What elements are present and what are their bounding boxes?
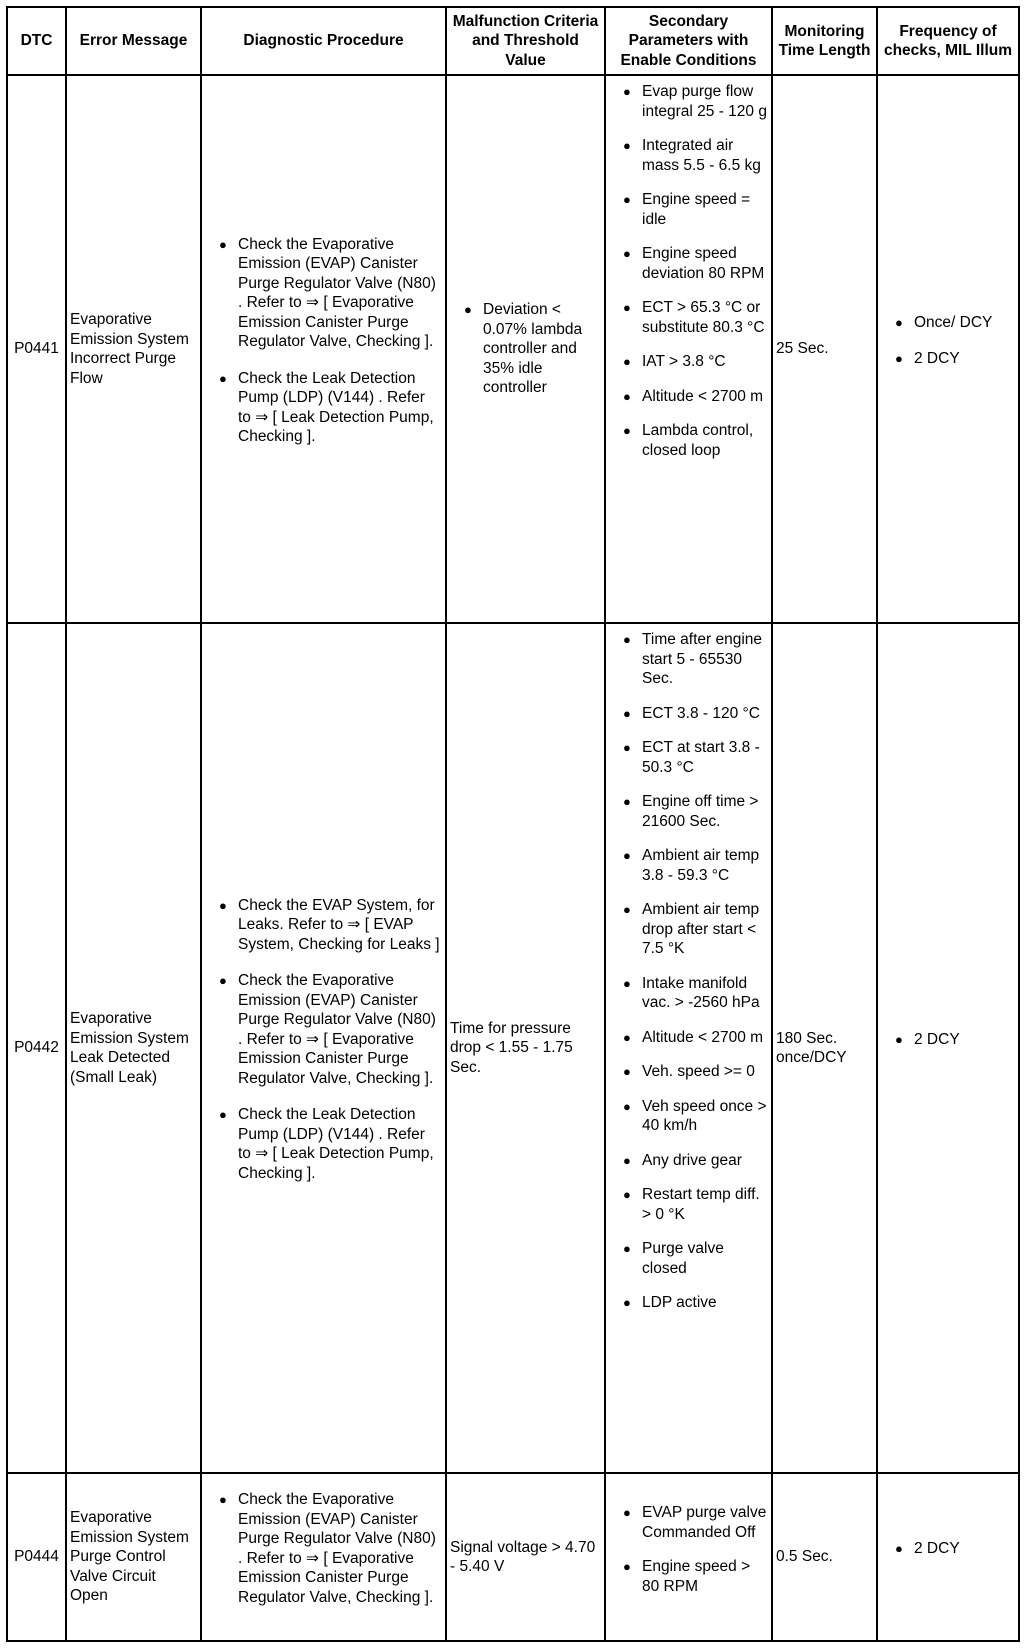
criteria-item: ● Deviation < 0.07% lambda controller and 35% idle controller [462,300,601,398]
parameter-item: ● ECT at start 3.8 - 50.3 °C [621,738,768,777]
frequency [877,75,1019,623]
frequency-item: ● 2 DCY [893,1030,1015,1050]
procedure-item: ● Check the Leak Detection Pump (LDP) (V144) . Refer to ⇒ [ Leak Detection Pump, Checking ]. [217,369,442,447]
diagnostic-procedure [201,75,446,623]
table-row [7,1473,1019,1641]
header-error-message: Error Message [66,7,201,75]
parameter-item: ● Altitude < 2700 m [621,1028,768,1048]
frequency [877,1473,1019,1641]
procedure-item: ● Check the Leak Detection Pump (LDP) (V144) . Refer to ⇒ [ Leak Detection Pump, Checking ]. [217,1105,442,1183]
malfunction-criteria: Time for pressure drop < 1.55 - 1.75 Sec. [446,623,605,1473]
header-row [7,7,1019,75]
header-secondary-parameters: Secondary Parameters with Enable Conditions [605,7,772,75]
frequency-item: ● Once/ DCY [893,313,1015,333]
error-message: Evaporative Emission System Leak Detected (Small Leak) [66,623,201,1473]
parameter-item: ● Engine off time > 21600 Sec. [621,792,768,831]
dtc-code: P0442 [7,623,66,1473]
secondary-parameters [605,75,772,623]
procedure-item: ● Check the EVAP System, for Leaks. Refer to ⇒ [ EVAP System, Checking for Leaks ] [217,896,442,955]
parameter-item: ● Any drive gear [621,1151,768,1171]
procedure-item: ● Check the Evaporative Emission (EVAP) Canister Purge Regulator Valve (N80) . Refer to ⇒ [ Evaporative Emission Canister Purge Regulator Valve, Checking ]. [217,235,442,352]
dtc-code: P0441 [7,75,66,623]
parameter-item: ● Veh speed once > 40 km/h [621,1097,768,1136]
parameter-item: ● Intake manifold vac. > -2560 hPa [621,974,768,1013]
error-message: Evaporative Emission System Incorrect Purge Flow [66,75,201,623]
table-row [7,75,1019,623]
dtc-table [6,6,1020,1642]
parameter-item: ● Veh. speed >= 0 [621,1062,768,1082]
malfunction-criteria [446,75,605,623]
parameter-item: ● Engine speed > 80 RPM [621,1557,768,1596]
secondary-parameters [605,623,772,1473]
frequency-item: ● 2 DCY [893,349,1015,369]
parameter-item: ● ECT 3.8 - 120 °C [621,704,768,724]
parameter-item: ● EVAP purge valve Commanded Off [621,1503,768,1542]
parameter-item: ● Altitude < 2700 m [621,387,768,407]
parameter-item: ● Engine speed = idle [621,190,768,229]
parameter-item: ● ECT > 65.3 °C or substitute 80.3 °C [621,298,768,337]
monitoring-time: 25 Sec. [772,75,877,623]
parameter-item: ● IAT > 3.8 °C [621,352,768,372]
malfunction-criteria: Signal voltage > 4.70 - 5.40 V [446,1473,605,1641]
diagnostic-procedure [201,623,446,1473]
header-malfunction-criteria: Malfunction Criteria and Threshold Value [446,7,605,75]
parameter-item: ● Purge valve closed [621,1239,768,1278]
monitoring-time: 0.5 Sec. [772,1473,877,1641]
error-message: Evaporative Emission System Purge Control Valve Circuit Open [66,1473,201,1641]
parameter-item: ● Integrated air mass 5.5 - 6.5 kg [621,136,768,175]
header-frequency: Frequency of checks, MIL Illum [877,7,1019,75]
parameter-item: ● Restart temp diff. > 0 °K [621,1185,768,1224]
parameter-item: ● Lambda control, closed loop [621,421,768,460]
dtc-code: P0444 [7,1473,66,1641]
parameter-item: ● Engine speed deviation 80 RPM [621,244,768,283]
parameter-item: ● Ambient air temp drop after start < 7.5 °K [621,900,768,959]
header-monitoring-time: Monitoring Time Length [772,7,877,75]
parameter-item: ● Ambient air temp 3.8 - 59.3 °C [621,846,768,885]
parameter-item: ● Time after engine start 5 - 65530 Sec. [621,630,768,689]
table-row [7,623,1019,1473]
parameter-item: ● Evap purge flow integral 25 - 120 g [621,82,768,121]
procedure-item: ● Check the Evaporative Emission (EVAP) Canister Purge Regulator Valve (N80) . Refer to ⇒ [ Evaporative Emission Canister Purge Regulator Valve, Checking ]. [217,971,442,1088]
procedure-item: ● Check the Evaporative Emission (EVAP) Canister Purge Regulator Valve (N80) . Refer to ⇒ [ Evaporative Emission Canister Purge Regulator Valve, Checking ]. [217,1490,442,1607]
diagnostic-procedure [201,1473,446,1641]
monitoring-time: 180 Sec. once/DCY [772,623,877,1473]
parameter-item: ● LDP active [621,1293,768,1313]
header-dtc: DTC [7,7,66,75]
frequency-item: ● 2 DCY [893,1539,1015,1559]
header-diagnostic-procedure: Diagnostic Procedure [201,7,446,75]
secondary-parameters [605,1473,772,1641]
frequency [877,623,1019,1473]
